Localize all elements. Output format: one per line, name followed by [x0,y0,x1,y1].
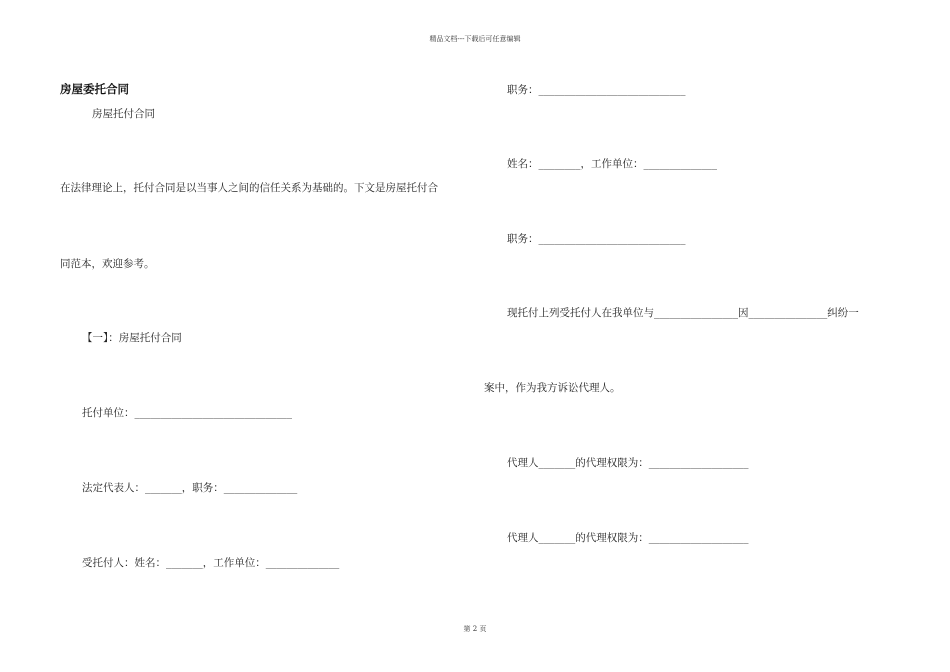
agent-authority-field-2: 代理人_______的代理权限为：___________________ [507,532,749,544]
agent-name-unit-field: 受托付人：姓名：_______，工作单位：______________ [82,557,340,569]
document-title: 房屋委托合同 [60,82,129,96]
position-field-2: 职务：____________________________ [507,233,686,245]
name-work-unit-field: 姓名：________，工作单位：______________ [507,158,717,170]
page-number: 第 2 页 [463,625,487,633]
legal-representative-field: 法定代表人：_______，职务：______________ [82,482,298,494]
intro-paragraph-line-2: 同范本，欢迎参考。 [60,258,155,270]
entrusting-unit-field: 托付单位：______________________________ [82,407,292,419]
page-header-note: 精品文档---下载后可任意编辑 [429,35,521,43]
document-subtitle: 房屋托付合同 [92,108,155,120]
entrust-statement-line: 现托付上列受托付人在我单位与________________因_______________纠纷一 [507,307,859,319]
position-field-1: 职务：____________________________ [507,84,686,96]
agent-authority-field-1: 代理人_______的代理权限为：___________________ [507,457,749,469]
section-heading: 【一】：房屋托付合同 [82,332,182,344]
case-statement-line: 案中，作为我方诉讼代理人。 [484,382,621,394]
intro-paragraph-line-1: 在法律理论上，托付合同是以当事人之间的信任关系为基础的。下文是房屋托付合 [60,182,438,194]
